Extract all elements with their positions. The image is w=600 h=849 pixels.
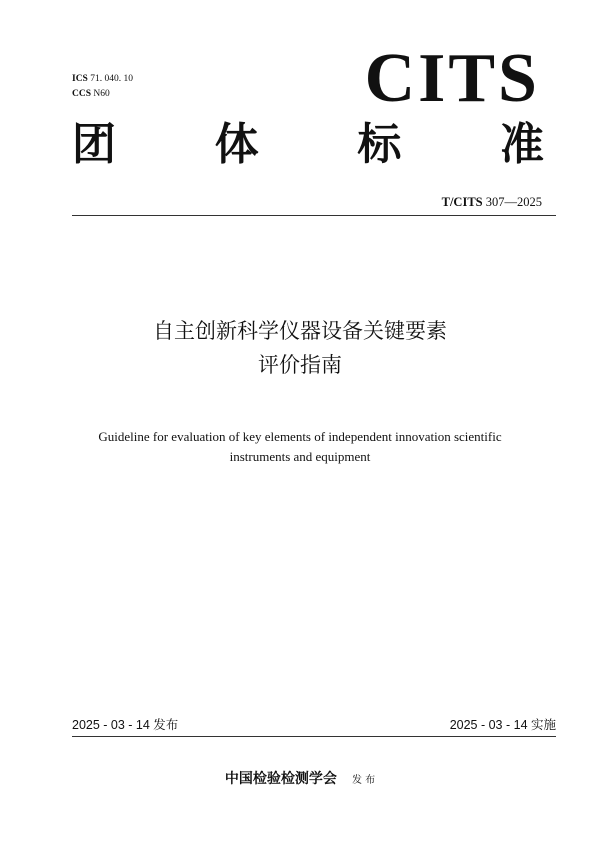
standard-number-value: 307—2025 (485, 195, 542, 209)
title-zh-line1: 自主创新科学仪器设备关键要素 (153, 319, 447, 343)
issuer-organization: 中国检验检测学会 (224, 771, 337, 787)
standard-type-char: 体 (214, 119, 259, 170)
ics-label: ICS (72, 74, 88, 84)
ics-classification (72, 73, 133, 85)
standard-type-char: 团 (72, 119, 116, 170)
implementation-date: 2025 - 03 - 14 实施 (449, 718, 556, 732)
title-en-line1: Guideline for evaluation of key elements of independent innovation scientific (98, 429, 502, 444)
ics-code: 71. 040. 10 (90, 74, 133, 84)
issuer (0, 768, 600, 791)
standard-type-char: 标 (357, 119, 402, 170)
standard-number-prefix: T/CITS (441, 195, 483, 209)
ccs-classification (72, 88, 110, 100)
standard-number (442, 194, 542, 210)
ccs-label: CCS (72, 89, 92, 99)
standard-type-char: 准 (499, 119, 544, 170)
brand-logo-text: CITS (364, 40, 540, 117)
footer-divider (72, 736, 556, 737)
standard-type-heading (72, 120, 544, 170)
header-divider (72, 215, 556, 216)
title-en-line2: instruments and equipment (229, 449, 371, 464)
issuer-verb: 发 布 (351, 775, 376, 786)
title-zh-line2: 评价指南 (258, 353, 342, 377)
issue-date: 2025 - 03 - 14 发布 (72, 718, 179, 732)
ccs-code: N60 (93, 89, 110, 99)
